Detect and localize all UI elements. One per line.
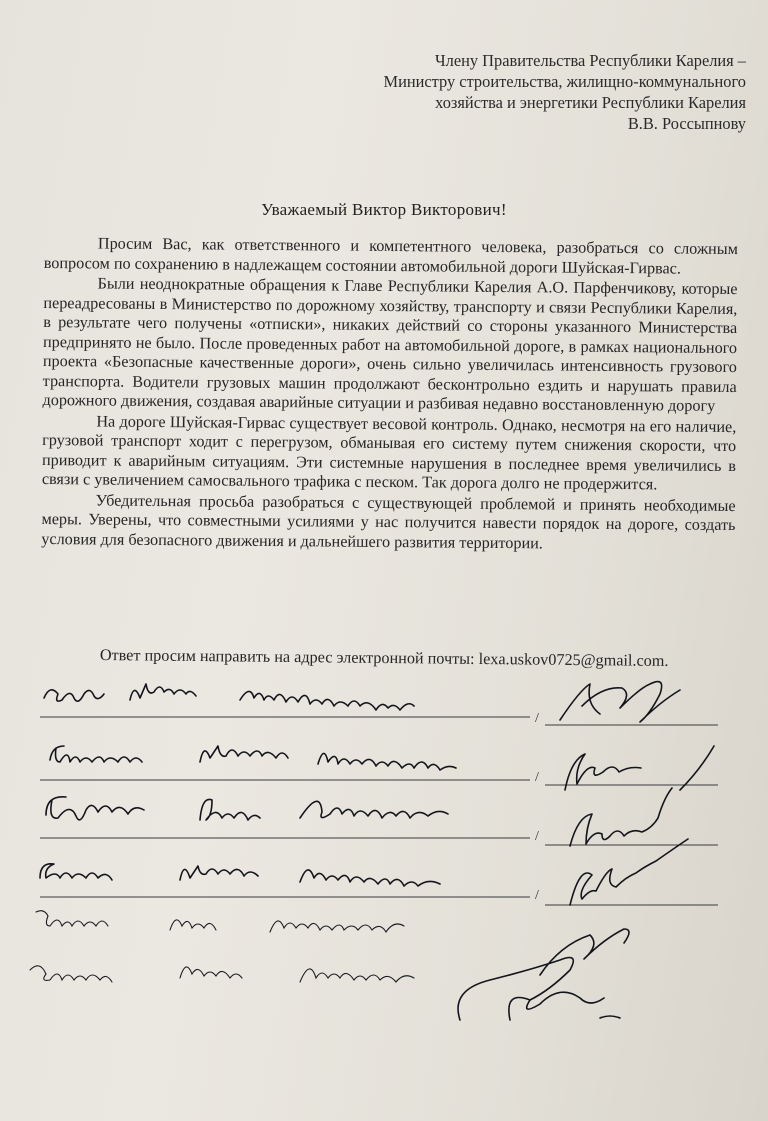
- addressee-line: В.В. Россыпнову: [627, 114, 746, 133]
- addressee-line: хозяйства и энергетики Республики Карелия: [435, 93, 746, 112]
- svg-text:/: /: [535, 711, 539, 726]
- signature-4: [570, 839, 688, 905]
- addressee-line: Члену Правительства Республики Карелия –: [435, 51, 746, 70]
- handwritten-name-2: [50, 746, 456, 770]
- body-paragraph: Убедительная просьба разобраться с существующей проблемой и принять необходимые меры. Уверены, что совместными усилиями у нас получится навести порядок на дороге, создать условия для безопасного движения и дальнейшего развития территории.: [41, 490, 736, 552]
- handwritten-name-6: [30, 966, 414, 982]
- handwritten-name-1: [44, 684, 414, 710]
- addressee-line: Министру строительства, жилищно-коммунального: [383, 72, 746, 91]
- signature-1: [560, 682, 680, 722]
- body-paragraph: Просим Вас, как ответственного и компетентного человека, разобраться со сложным вопросом по сохранению в надлежащем состоянии автомобильной дороги Шуйская-Гирвас.: [43, 234, 738, 278]
- body-paragraph: На дороге Шуйская-Гирвас существует весовой контроль. Однако, несмотря на его наличие, грузовой транспорт ходит с перегрузом, обманывая его систему путем снижения скорости, что приводит к аварийным ситуациям. Эти системные нарушения в последнее время увеличились в связи с увеличением самосвального трафика с песком. Так дорога долго не продержится.: [41, 411, 737, 494]
- greeting: Уважаемый Виктор Викторович!: [261, 200, 507, 219]
- signature-6: [509, 992, 620, 1020]
- handwritten-name-4: [40, 864, 440, 886]
- signature-5: [458, 929, 629, 1020]
- signature-2: [565, 746, 714, 790]
- svg-text:/: /: [535, 770, 539, 785]
- reply-email-line: Ответ просим направить на адрес электронной почты: lexa.uskov0725@gmail.com.: [99, 646, 669, 670]
- handwritten-name-5: [36, 911, 404, 932]
- svg-text:/: /: [535, 829, 539, 844]
- handwritten-name-3: [46, 797, 448, 820]
- body-paragraph: Были неоднократные обращения к Главе Республики Карелия А.О. Парфенчикову, которые переадресованы в Министерство по дорожному хозяйству, транспорту и связи Республики Карелия, в результате чего получены «отписки», никаких действий со стороны указанного Министерства предпринято не было. После проведенных работ на автомобильной дороге, в рамках национального проекта «Безопасные качественные дороги», очень сильно увеличилась интенсивность грузового транспорта. Водители грузовых машин продолжают бесконтрольно ездить и нарушать правила дорожного движения, создавая аварийные ситуации и разбивая недавно восстановленную дорогу: [42, 274, 738, 415]
- signature-3: [570, 788, 672, 846]
- svg-text:/: /: [535, 888, 539, 903]
